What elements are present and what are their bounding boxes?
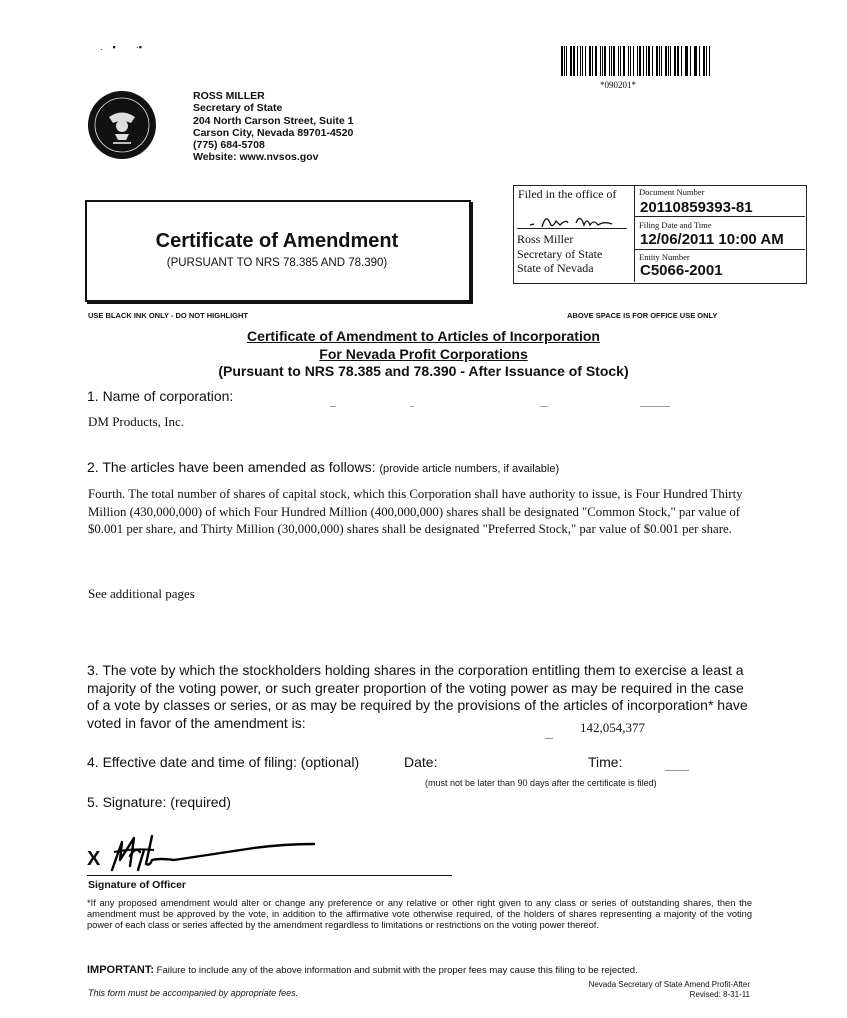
barcode-bar — [643, 46, 644, 76]
barcode-bar — [648, 46, 650, 76]
signature-required-label: 5. Signature: (required) — [87, 794, 231, 810]
issuer-address-1: 204 North Carson Street, Suite 1 — [193, 114, 354, 127]
barcode-bar — [618, 46, 620, 76]
barcode-bar — [637, 46, 638, 76]
issuer-name: ROSS MILLER — [193, 90, 265, 102]
form-id-line-1: Nevada Secretary of State Amend Profit-After — [588, 980, 750, 989]
barcode-bar — [659, 46, 660, 76]
barcode-bar — [611, 46, 612, 76]
time-field-label: Time: — [588, 754, 623, 770]
amendment-label — [87, 459, 559, 475]
barcode-bar — [561, 46, 563, 76]
barcode-bar — [674, 46, 676, 76]
barcode-bar — [694, 46, 695, 76]
signature-line — [87, 875, 452, 876]
barcode-bar — [595, 46, 597, 76]
office-cell-divider — [634, 216, 805, 217]
scan-mark: . ▪ ·▪ — [100, 42, 142, 52]
form-title-line-1: Certificate of Amendment to Articles of Incorporation — [247, 328, 600, 344]
barcode-bar — [582, 46, 583, 76]
office-secretary-name: Ross Miller — [517, 232, 574, 246]
corporation-name-label: 1. Name of corporation: — [87, 388, 234, 404]
date-field-label: Date: — [404, 754, 438, 770]
barcode-bar — [570, 46, 572, 76]
form-id-line-2: Revised: 8-31-11 — [689, 990, 750, 999]
ink-instruction: USE BLACK INK ONLY - DO NOT HIGHLIGHT — [88, 311, 249, 320]
office-use-note: ABOVE SPACE IS FOR OFFICE USE ONLY — [567, 311, 718, 320]
scan-speck — [545, 738, 553, 739]
office-secretary-title: Secretary of State — [517, 246, 603, 261]
barcode-bar — [623, 46, 625, 76]
scan-speck — [665, 770, 689, 771]
document-number-value: 20110859393-81 — [640, 199, 753, 216]
amendment-text[interactable]: Fourth. The total number of shares of capital stock, which this Corporation shall have authority to issue, is Four Hundred Thirty Million (430,000,000) of which Four Hundred Million (400,000,000) shares shall be designated "Common Stock," par value of $0.001 per share, and Thirty Million (30,000,000) shares shall be designated "Preferred Stock," par value of $0.001 per share. — [88, 487, 743, 536]
barcode-bar — [695, 46, 697, 76]
barcode-bar — [600, 46, 601, 76]
scan-speck — [640, 406, 670, 407]
barcode — [561, 46, 713, 76]
certificate-subtitle: (PURSUANT TO NRS 78.385 AND 78.390) — [166, 257, 388, 269]
issuer-title: Secretary of State — [193, 102, 283, 115]
barcode-bar — [709, 46, 711, 76]
scan-speck — [330, 406, 336, 407]
barcode-bar — [566, 46, 567, 76]
issuer-phone: (775) 684-5708 — [193, 139, 265, 152]
date-limit-note: (must not be later than 90 days after the certificate is filed) — [425, 778, 657, 788]
state-seal-icon — [87, 90, 157, 160]
barcode-bar — [668, 46, 669, 76]
issuer-address-2: Carson City, Nevada 89701-4520 — [193, 126, 354, 139]
fees-note: This form must be accompanied by appropriate fees. — [88, 988, 299, 998]
barcode-bar — [580, 46, 581, 76]
barcode-bar — [628, 46, 629, 76]
barcode-bar — [685, 46, 686, 76]
barcode-bar — [661, 46, 662, 76]
barcode-bar — [585, 46, 587, 76]
barcode-bar — [652, 46, 653, 76]
barcode-bar — [630, 46, 631, 76]
barcode-bar — [602, 46, 603, 76]
barcode-bar — [573, 46, 575, 76]
filing-date-label: Filing Date and Time — [639, 220, 712, 230]
barcode-bar — [604, 46, 606, 76]
office-state: State of Nevada — [517, 261, 594, 275]
amendment-label-text: 2. The articles have been amended as follows: — [87, 459, 376, 475]
barcode-bar — [656, 46, 658, 76]
barcode-bar — [706, 46, 707, 76]
barcode-bar — [703, 46, 705, 76]
vote-count-value[interactable]: 142,054,377 — [580, 720, 645, 735]
barcode-bar — [677, 46, 679, 76]
barcode-bar — [639, 46, 641, 76]
secretary-signature — [520, 205, 630, 235]
filed-in-office-label: Filed in the office of — [518, 187, 617, 201]
barcode-bar — [577, 46, 578, 76]
barcode-bar — [633, 46, 635, 76]
barcode-bar — [620, 46, 621, 76]
amendment-hint: (provide article numbers, if available) — [379, 463, 560, 475]
barcode-bar — [592, 46, 593, 76]
document-number-label: Document Number — [639, 187, 705, 197]
form-title-line-3: (Pursuant to NRS 78.385 and 78.390 - After Issuance of Stock) — [218, 363, 629, 379]
signature-officer-label: Signature of Officer — [88, 879, 187, 891]
important-notice — [87, 964, 638, 976]
see-additional-pages: See additional pages — [88, 586, 195, 601]
barcode-bar — [681, 46, 682, 76]
amendment-footnote: *If any proposed amendment would alter or change any preference or any relative or other right given to any class or series of outstanding shares, then the amendment must be approved by the vote, in addition to the affirmative vote otherwise required, of the holders of shares representing a majority of the voting power of each class or series affected by the amendment regardless to limitations or restrictions on the voting power thereof. — [87, 898, 752, 931]
office-signature-line — [517, 228, 627, 229]
corporation-name-value[interactable]: DM Products, Inc. — [88, 414, 185, 429]
important-text: Failure to include any of the above information and submit with the proper fees may cause this filing to be rejected. — [156, 965, 638, 976]
officer-signature[interactable] — [100, 830, 320, 875]
barcode-bar — [699, 46, 700, 76]
barcode-bar — [609, 46, 610, 76]
barcode-bar — [686, 46, 688, 76]
entity-number-label: Entity Number — [639, 252, 690, 262]
scan-speck — [540, 406, 548, 407]
vote-statement: 3. The vote by which the stockholders holding shares in the corporation entitling them to exercise a least a majority of the voting power, or such greater proportion of the voting power as may be required in the case of a vote by classes or series, or as may be required by the provisions of the articles of incorporation* have voted in favor of the amendment is: — [87, 662, 748, 731]
issuer-header — [193, 90, 353, 164]
barcode-bar — [670, 46, 671, 76]
office-secretary-block — [517, 232, 602, 276]
barcode-bar — [665, 46, 667, 76]
barcode-bar — [646, 46, 647, 76]
entity-number-value: C5066-2001 — [640, 262, 723, 279]
effective-date-label: 4. Effective date and time of filing: (optional) — [87, 754, 360, 770]
office-cell-divider — [634, 249, 805, 250]
barcode-number: *090201* — [600, 80, 636, 90]
barcode-bar — [564, 46, 565, 76]
form-title-line-2: For Nevada Profit Corporations — [319, 346, 528, 362]
barcode-bar — [589, 46, 591, 76]
barcode-bar — [690, 46, 691, 76]
certificate-title: Certificate of Amendment — [155, 230, 399, 252]
form-identifier — [540, 980, 750, 1000]
important-label: IMPORTANT: — [87, 964, 155, 976]
issuer-website: Website: www.nvsos.gov — [193, 151, 319, 164]
filing-date-value: 12/06/2011 10:00 AM — [640, 231, 784, 248]
scan-speck — [410, 406, 414, 407]
barcode-bar — [613, 46, 615, 76]
signature-x-mark: X — [87, 848, 101, 870]
